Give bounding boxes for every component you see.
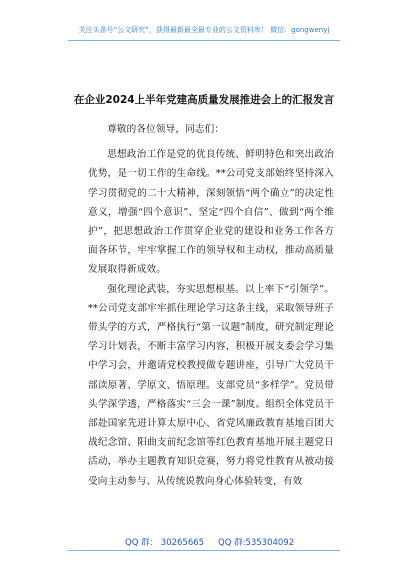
- document-title: 在企业2024上半年党建高质量发展推进会上的汇报发言: [73, 94, 335, 106]
- document-body: [88, 120, 334, 491]
- footer-divider: [68, 550, 340, 551]
- paragraph-2: 强化理论武装，夯实思想根基。以上率下“引领学”。**公司党支部牢牢抓住理论学习这条主线，采取领导班子带头学的方式，严格执行“第一议题”制度，研究制定理论学习计划表，不断丰富学习内容，积极开展支委会学习集中学习会，并邀请党校教授做专题讲座，引导广大党员干部读原著、学原文、悟原理。支部党员“多样学”。党员带头学深学透，严格落实“三会一课”制度。组织全体党员干部赴国家先进计算太原中心、省党风廉政教育基地百团大战纪念馆、阳曲支前纪念馆等红色教育基地开展主题党日活动，举办主题教育知识竞赛，努力将党性教育从被动接受向主动参与、从传统说教向身心体验转变，有效: [88, 283, 334, 487]
- footer: [0, 537, 408, 551]
- header-notice: 关注头条号“公文研究”，获得最新最全最专业的公文资料库！ 微信：gongwenyj: [78, 26, 330, 34]
- footer-qq-group-right: QQ 群:535304092: [218, 538, 295, 548]
- header-divider: [68, 40, 340, 41]
- paragraph-1: 思想政治工作是党的优良传统、鲜明特色和突出政治优势，是一切工作的生命线。**公司党支部始终坚持深入学习贯彻党的二十大精神，深刻领悟“两个确立”的决定性意义，增强“四个意识”、坚定“四个自信”、做到“两个维护”，把思想政治工作贯穿企业党的建设和业务工作各方面各环节，牢牢掌握工作的领导权和主动权，推动高质量发展取得新成效。: [88, 149, 334, 276]
- salutation: 尊敬的各位领导，同志们：: [107, 124, 225, 135]
- footer-qq-group-left: QQ 群： 30265665: [125, 538, 205, 548]
